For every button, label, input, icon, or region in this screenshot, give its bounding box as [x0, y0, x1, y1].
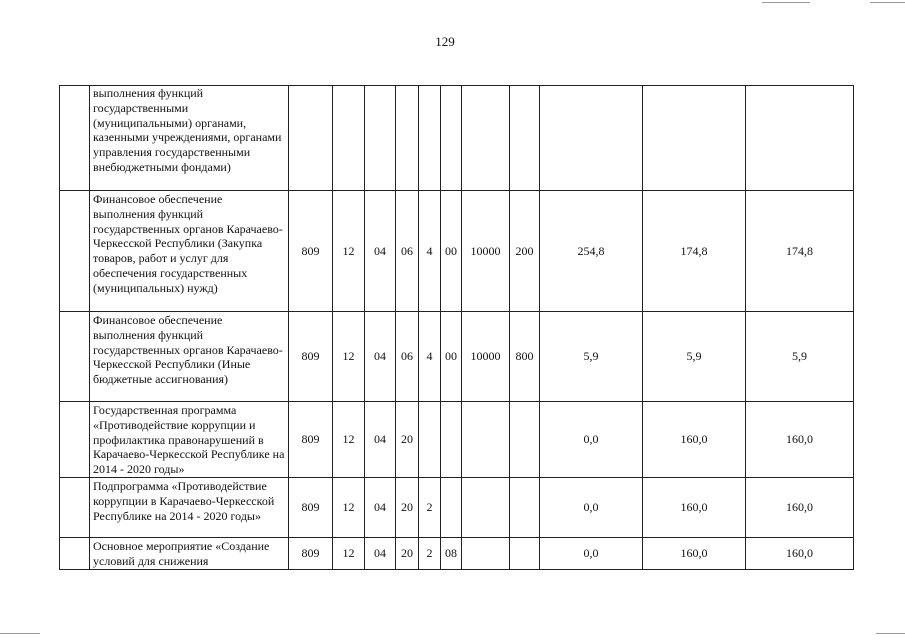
- activity-code-cell: [441, 402, 462, 478]
- amount-year3-cell: 174,8: [746, 191, 854, 312]
- table-row: [60, 402, 854, 478]
- table-row: [60, 191, 854, 312]
- expense-type-code-cell: [510, 538, 540, 570]
- item-name-cell: Финансовое обеспечение выполнения функций государственных органов Карачаево-Черкесской Республики (Иные бюджетные ассигнования): [90, 312, 289, 402]
- item-name-cell: Финансовое обеспечение выполнения функций государственных органов Карачаево-Черкесской Республики (Закупка товаров, работ и услуг для обеспечения государственных (муниципальных) нужд): [90, 191, 289, 312]
- subsection-code-cell: 04: [365, 478, 396, 538]
- scan-artifact-line: [762, 2, 810, 3]
- activity-code-cell: [441, 86, 462, 191]
- amount-year3-cell: 160,0: [746, 538, 854, 570]
- scan-artifact-line: [0, 633, 40, 634]
- amount-year1-cell: 5,9: [540, 312, 643, 402]
- ministry-code-cell: 809: [289, 478, 333, 538]
- expense-type-code-cell: 800: [510, 312, 540, 402]
- amount-year2-cell: 174,8: [643, 191, 746, 312]
- amount-year1-cell: 0,0: [540, 478, 643, 538]
- activity-code-cell: 00: [441, 191, 462, 312]
- expense-type-code-cell: [510, 402, 540, 478]
- program-code-cell: 20: [396, 538, 419, 570]
- amount-year2-cell: [643, 86, 746, 191]
- program-code-cell: 20: [396, 402, 419, 478]
- ministry-code-cell: [289, 86, 333, 191]
- ministry-code-cell: 809: [289, 191, 333, 312]
- index-cell: [60, 191, 90, 312]
- amount-year1-cell: [540, 86, 643, 191]
- scan-artifact-line: [876, 633, 905, 634]
- amount-year1-cell: 0,0: [540, 402, 643, 478]
- index-cell: [60, 478, 90, 538]
- amount-year1-cell: 254,8: [540, 191, 643, 312]
- budget-table: [59, 85, 854, 570]
- expense-type-code-cell: [510, 478, 540, 538]
- direction-code-cell: [462, 402, 510, 478]
- program-code-cell: 06: [396, 312, 419, 402]
- scan-artifact-line: [870, 2, 905, 3]
- item-name-cell: выполнения функций государственными (муниципальными) органами, казенными учреждениями, органами управления государственными внебюджетными фондами): [90, 86, 289, 191]
- program-code-cell: 20: [396, 478, 419, 538]
- amount-year3-cell: [746, 86, 854, 191]
- amount-year1-cell: 0,0: [540, 538, 643, 570]
- amount-year3-cell: 5,9: [746, 312, 854, 402]
- item-name-cell: Основное мероприятие «Создание условий для снижения: [90, 538, 289, 570]
- subsection-code-cell: [365, 86, 396, 191]
- section-code-cell: 12: [333, 191, 365, 312]
- section-code-cell: [333, 86, 365, 191]
- direction-code-cell: 10000: [462, 191, 510, 312]
- section-code-cell: 12: [333, 478, 365, 538]
- index-cell: [60, 402, 90, 478]
- amount-year2-cell: 5,9: [643, 312, 746, 402]
- ministry-code-cell: 809: [289, 312, 333, 402]
- amount-year3-cell: 160,0: [746, 478, 854, 538]
- table-row: [60, 478, 854, 538]
- subprogram-code-cell: 2: [419, 538, 441, 570]
- expense-type-code-cell: [510, 86, 540, 191]
- index-cell: [60, 538, 90, 570]
- subprogram-code-cell: [419, 402, 441, 478]
- table-row: [60, 312, 854, 402]
- amount-year3-cell: 160,0: [746, 402, 854, 478]
- amount-year2-cell: 160,0: [643, 478, 746, 538]
- subsection-code-cell: 04: [365, 191, 396, 312]
- index-cell: [60, 312, 90, 402]
- index-cell: [60, 86, 90, 191]
- program-code-cell: 06: [396, 191, 419, 312]
- program-code-cell: [396, 86, 419, 191]
- section-code-cell: 12: [333, 312, 365, 402]
- table-row: [60, 538, 854, 570]
- item-name-cell: Подпрограмма «Противодействие коррупции в Карачаево-Черкесской Республике на 2014 - 2020 годы»: [90, 478, 289, 538]
- ministry-code-cell: 809: [289, 538, 333, 570]
- activity-code-cell: [441, 478, 462, 538]
- subsection-code-cell: 04: [365, 402, 396, 478]
- direction-code-cell: [462, 86, 510, 191]
- section-code-cell: 12: [333, 402, 365, 478]
- direction-code-cell: [462, 478, 510, 538]
- activity-code-cell: 00: [441, 312, 462, 402]
- subprogram-code-cell: 4: [419, 312, 441, 402]
- item-name-cell: Государственная программа «Противодействие коррупции и профилактика правонарушений в Карачаево-Черкесской Республике на 2014 - 2020 годы»: [90, 402, 289, 478]
- amount-year2-cell: 160,0: [643, 402, 746, 478]
- subprogram-code-cell: 4: [419, 191, 441, 312]
- table-row: [60, 86, 854, 191]
- subprogram-code-cell: 2: [419, 478, 441, 538]
- amount-year2-cell: 160,0: [643, 538, 746, 570]
- subsection-code-cell: 04: [365, 538, 396, 570]
- subsection-code-cell: 04: [365, 312, 396, 402]
- expense-type-code-cell: 200: [510, 191, 540, 312]
- direction-code-cell: [462, 538, 510, 570]
- page-number: 129: [435, 34, 455, 49]
- activity-code-cell: 08: [441, 538, 462, 570]
- direction-code-cell: 10000: [462, 312, 510, 402]
- section-code-cell: 12: [333, 538, 365, 570]
- ministry-code-cell: 809: [289, 402, 333, 478]
- subprogram-code-cell: [419, 86, 441, 191]
